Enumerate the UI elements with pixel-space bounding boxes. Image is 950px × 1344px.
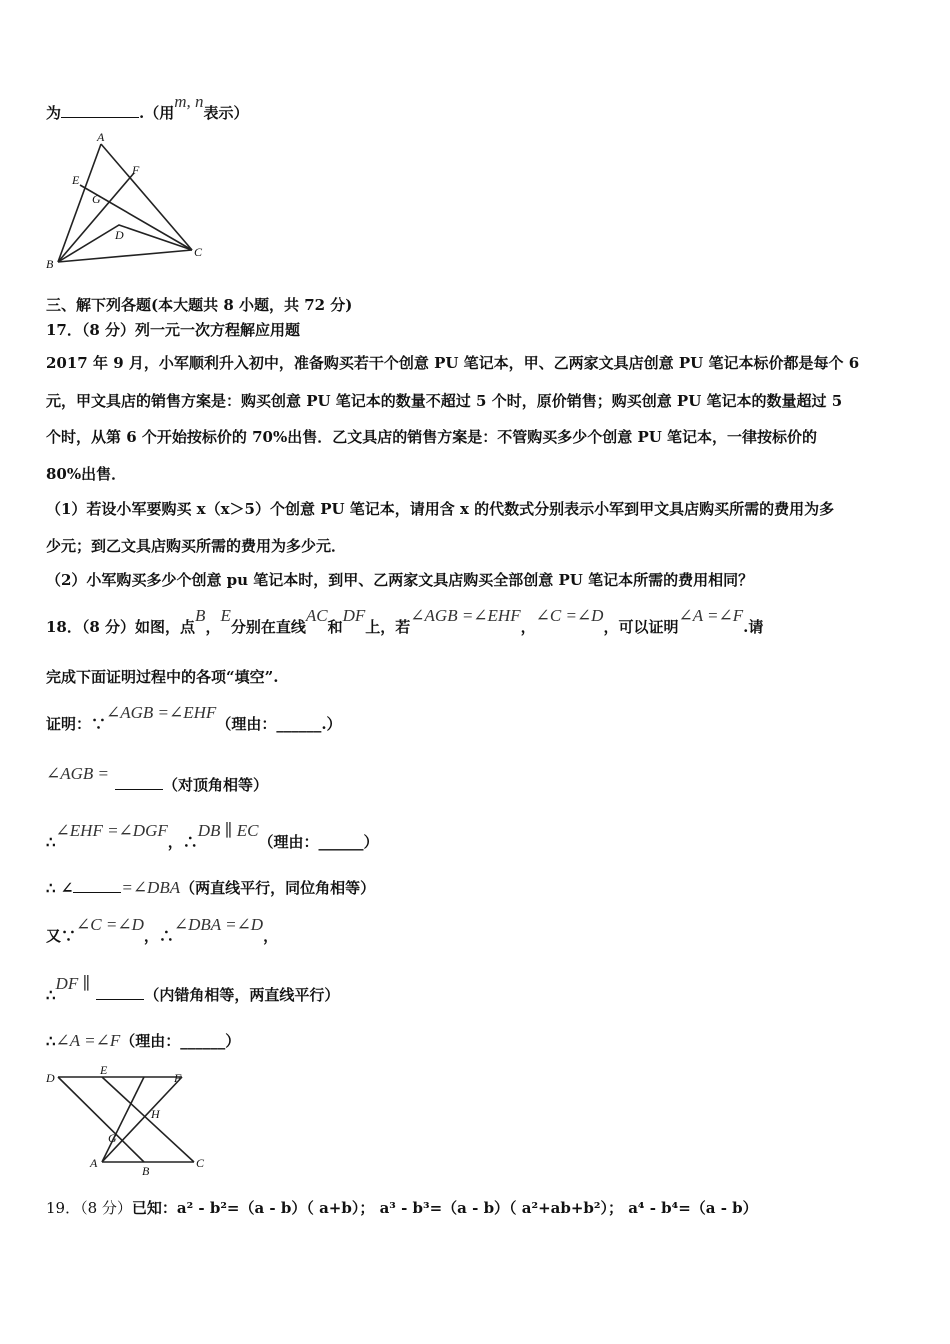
proof-line-5 [46, 915, 279, 946]
proof-line-7 [46, 1031, 240, 1051]
label-d: D [46, 1071, 55, 1085]
q17-sub1-line1: （1）若设小军要购买 x（x＞5）个创意 PU 笔记本，请用含 x 的代数式分别表示小军到甲文具店购买所需的费用为多 [46, 500, 835, 518]
proof2-math: ∠AGB = [46, 764, 110, 783]
proof5-text-3: ， [263, 927, 279, 945]
proof-line-2 [46, 764, 269, 795]
q18-text-8: .请 [743, 618, 764, 636]
proof7-text: ∴ [46, 1032, 56, 1050]
q17-paragraph-2: 元，甲文具店的销售方案是：购买创意 PU 笔记本的数量不超过 5 个时，原价销售；购买创意 PU 笔记本的数量超过 5 [46, 392, 843, 410]
math-ac: AC [305, 606, 328, 625]
proof3-math: ∠EHF =∠DGF [55, 821, 168, 840]
proof5-text-2: ，∴ [143, 927, 174, 945]
label-f: F [174, 1071, 182, 1085]
label-e: E [100, 1063, 108, 1077]
proof-line-1 [46, 703, 342, 734]
label-c: C [196, 1156, 205, 1170]
math-b: B [195, 606, 206, 625]
proof7-math: ∠A =∠F [55, 1031, 121, 1050]
label-c: C [194, 245, 203, 259]
q17-paragraph-1: 2017 年 9 月，小军顺利升入初中，准备购买若干个创意 PU 笔记本，甲、乙两家文具店创意 PU 笔记本标价都是每个 6 [46, 354, 860, 372]
label-g: G [108, 1131, 117, 1145]
proof-line-4 [46, 878, 375, 898]
proof-line-3 [46, 821, 379, 852]
q17-paragraph-3: 个时，从第 6 个开始按标价的 70%出售．乙文具店的销售方案是：不管购买多少个创意 PU 笔记本，一律按标价的 [46, 428, 818, 446]
proof4-reason: （两直线平行，同位角相等） [180, 879, 376, 897]
q19-line [46, 1198, 758, 1218]
label-e: E [72, 173, 80, 187]
q18-text-1: 18．（8 分）如图，点 [46, 618, 196, 636]
q18-statement [46, 606, 764, 637]
proof2-reason: （对顶角相等） [163, 776, 269, 794]
q18-text-7: ，可以证明 [603, 618, 679, 636]
label-b: B [142, 1164, 150, 1178]
proof6-math: DF ∥ [55, 974, 91, 993]
math-e: E [220, 606, 231, 625]
top-middle: .（用 [139, 104, 175, 122]
proof1-reason: （理由：______.） [216, 715, 342, 733]
q17-paragraph-4: 80%出售． [46, 465, 127, 483]
proof1-text: 证明：∵ [46, 715, 107, 733]
proof7-reason: （理由：______） [120, 1032, 241, 1050]
proof5-text: 又∵ [46, 927, 77, 945]
q18-instruction: 完成下面证明过程中的各项“填空”. [46, 668, 279, 686]
label-a: A [90, 1156, 98, 1170]
label-h: H [151, 1107, 160, 1121]
q18-text-5: 上，若 [365, 618, 411, 636]
q18-text-3: 分别在直线 [230, 618, 306, 636]
label-a: A [97, 130, 105, 144]
parallel-lines-figure [44, 1062, 214, 1180]
q18-text-4: 和 [327, 618, 343, 636]
proof6-text: ∴ [46, 986, 56, 1004]
top-blank-line [46, 92, 249, 123]
proof2-blank[interactable] [115, 775, 163, 790]
section-heading: 三、解下列各题(本大题共 8 小题，共 72 分) [46, 296, 353, 314]
label-g: G [92, 192, 101, 206]
proof5-math-2: ∠DBA =∠D [173, 915, 264, 934]
math-a-f: ∠A =∠F [678, 606, 744, 625]
proof-line-6 [46, 974, 340, 1005]
q17-sub2: （2）小军购买多少个创意 pu 笔记本时，到甲、乙两家文具店购买全部创意 PU 笔记本所需的费用相同？ [46, 571, 754, 589]
top-prefix: 为 [46, 104, 62, 122]
proof3-math-2: DB ∥ EC [197, 821, 259, 840]
answer-blank[interactable] [61, 103, 139, 118]
label-d: D [115, 228, 124, 242]
proof4-math: =∠DBA [121, 878, 181, 897]
proof1-math: ∠AGB =∠EHF [106, 703, 217, 722]
q18-text-2: ， [205, 618, 221, 636]
q19-heading: 19．（8 分） [46, 1199, 132, 1217]
proof5-math: ∠C =∠D [76, 915, 144, 934]
q17-heading: 17．（8 分）列一元一次方程解应用题 [46, 321, 301, 339]
proof6-reason: （内错角相等，两直线平行） [144, 986, 340, 1004]
triangle-figure [44, 130, 214, 275]
proof3-reason: （理由：______） [258, 833, 379, 851]
math-agb-ehf: ∠AGB =∠EHF [410, 606, 521, 625]
proof4-blank[interactable] [73, 878, 121, 893]
math-m-n: m, n [174, 92, 204, 111]
top-suffix: 表示） [203, 104, 249, 122]
proof4-text: ∴ ∠ [46, 879, 74, 897]
proof3-text: ，∴ [167, 833, 198, 851]
math-df: DF [342, 606, 366, 625]
label-f: F [132, 163, 140, 177]
label-b: B [46, 257, 54, 271]
proof6-blank[interactable] [96, 985, 144, 1000]
q18-text-6: ， [520, 618, 536, 636]
q17-sub1-line2: 少元；到乙文具店购买所需的费用为多少元． [46, 537, 347, 555]
q19-identities: 已知：a² - b²=（a - b）（ a+b）； a³ - b³=（a - b）（ a²+ab+b²）； a⁴ - b⁴=（a - b） [131, 1199, 758, 1217]
math-c-d: ∠C =∠D [535, 606, 604, 625]
proof3-therefore: ∴ [46, 833, 56, 851]
